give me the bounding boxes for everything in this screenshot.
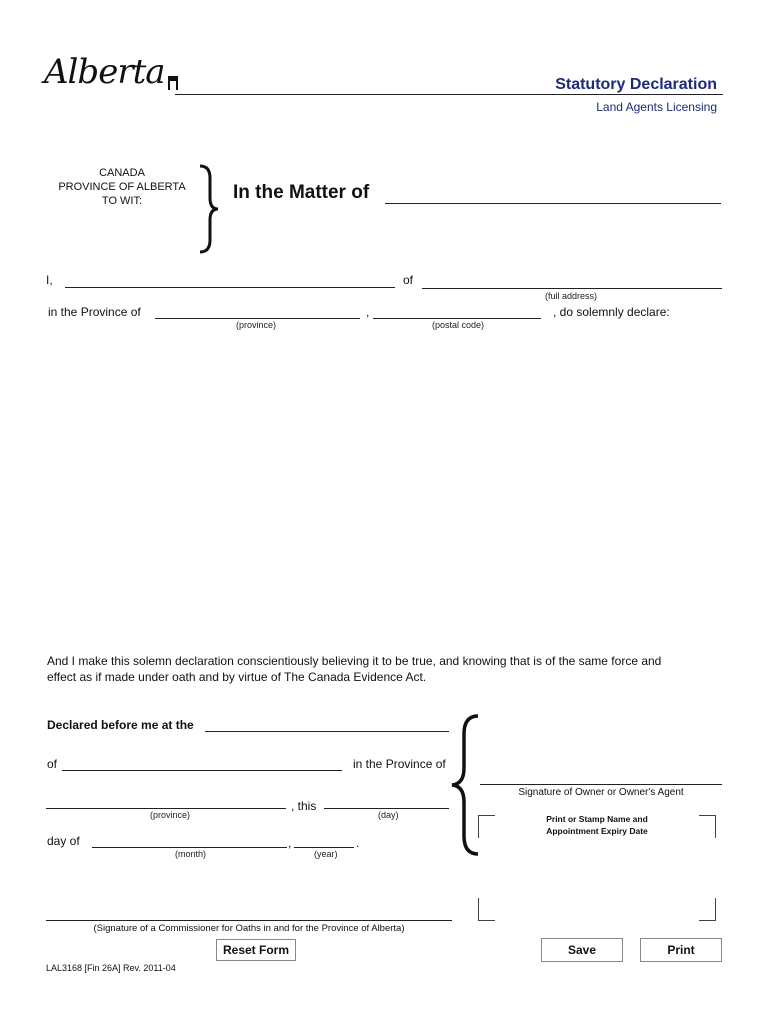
right-brace-icon (196, 164, 222, 254)
jurisdiction-block (52, 166, 192, 208)
alberta-logo-text: Alberta (44, 52, 165, 92)
postal-code-caption: (postal code) (432, 320, 485, 330)
declared-province-caption: (province) (150, 810, 191, 820)
declaration-statement: And I make this solemn declaration conscientiously believing it to be true, and knowing that is of the same force and effect as if made under oath and by virtue of The Canada Evidence Act. (47, 654, 662, 684)
alberta-logo-mark-icon (168, 76, 178, 90)
declare-text: , do solemnly declare: (553, 305, 670, 319)
declared-day-of-label: day of (47, 834, 80, 848)
jurisdiction-country: CANADA (99, 167, 145, 179)
owner-signature-line[interactable] (480, 784, 722, 785)
reset-form-button[interactable]: Reset Form (216, 939, 296, 961)
full-address-input[interactable] (422, 272, 722, 289)
province-input[interactable] (155, 302, 360, 319)
declarant-name-input[interactable] (65, 271, 395, 288)
province-caption: (province) (236, 320, 277, 330)
declared-day-caption: (day) (378, 810, 399, 820)
declarant-of-label: of (403, 273, 414, 287)
jurisdiction-province: PROVINCE OF ALBERTA (58, 181, 186, 193)
declared-province-input[interactable] (46, 792, 286, 809)
header-rule (175, 94, 723, 95)
jurisdiction-to-wit: TO WIT: (101, 195, 143, 207)
declared-at-input[interactable] (205, 715, 449, 732)
postal-code-input[interactable] (373, 302, 541, 319)
declared-month-input[interactable] (92, 831, 287, 848)
save-button[interactable]: Save (541, 938, 623, 962)
print-button[interactable]: Print (640, 938, 722, 962)
stamp-instruction-line1: Print or Stamp Name and (546, 814, 648, 824)
stamp-corner-bottom-left (478, 898, 495, 921)
declared-comma: , (288, 836, 292, 850)
in-province-label: in the Province of (48, 305, 141, 319)
declared-before-label: Declared before me at the (47, 718, 194, 732)
declared-year-input[interactable] (294, 831, 354, 848)
owner-signature-caption: Signature of Owner or Owner's Agent (518, 787, 684, 798)
commissioner-signature-caption: (Signature of a Commissioner for Oaths in and for the Province of Alberta) (93, 923, 405, 934)
declared-year-caption: (year) (314, 849, 338, 859)
declared-period: . (356, 836, 360, 850)
full-address-caption: (full address) (545, 291, 598, 301)
alberta-logo (44, 52, 179, 98)
page-subtitle: Land Agents Licensing (596, 100, 717, 114)
stamp-box[interactable] (478, 815, 716, 921)
declared-in-province-label: in the Province of (353, 757, 446, 771)
declared-day-input[interactable] (324, 792, 449, 809)
stamp-instruction-line2: Appointment Expiry Date (546, 826, 648, 836)
left-brace-icon (448, 714, 482, 856)
declared-of-label: of (47, 757, 58, 771)
declared-of-input[interactable] (62, 754, 342, 771)
stamp-corner-bottom-right (699, 898, 716, 921)
matter-input[interactable] (385, 187, 721, 204)
declared-month-caption: (month) (175, 849, 207, 859)
matter-label: In the Matter of (233, 182, 370, 203)
form-code: LAL3168 [Fin 26A] Rev. 2011-04 (46, 963, 176, 973)
declarant-i-label: I, (46, 273, 53, 287)
commissioner-signature-line[interactable] (46, 920, 452, 921)
declared-this-label: , this (291, 799, 317, 813)
stamp-instruction (478, 813, 716, 837)
page-title: Statutory Declaration (555, 76, 717, 93)
province-comma: , (366, 305, 370, 319)
